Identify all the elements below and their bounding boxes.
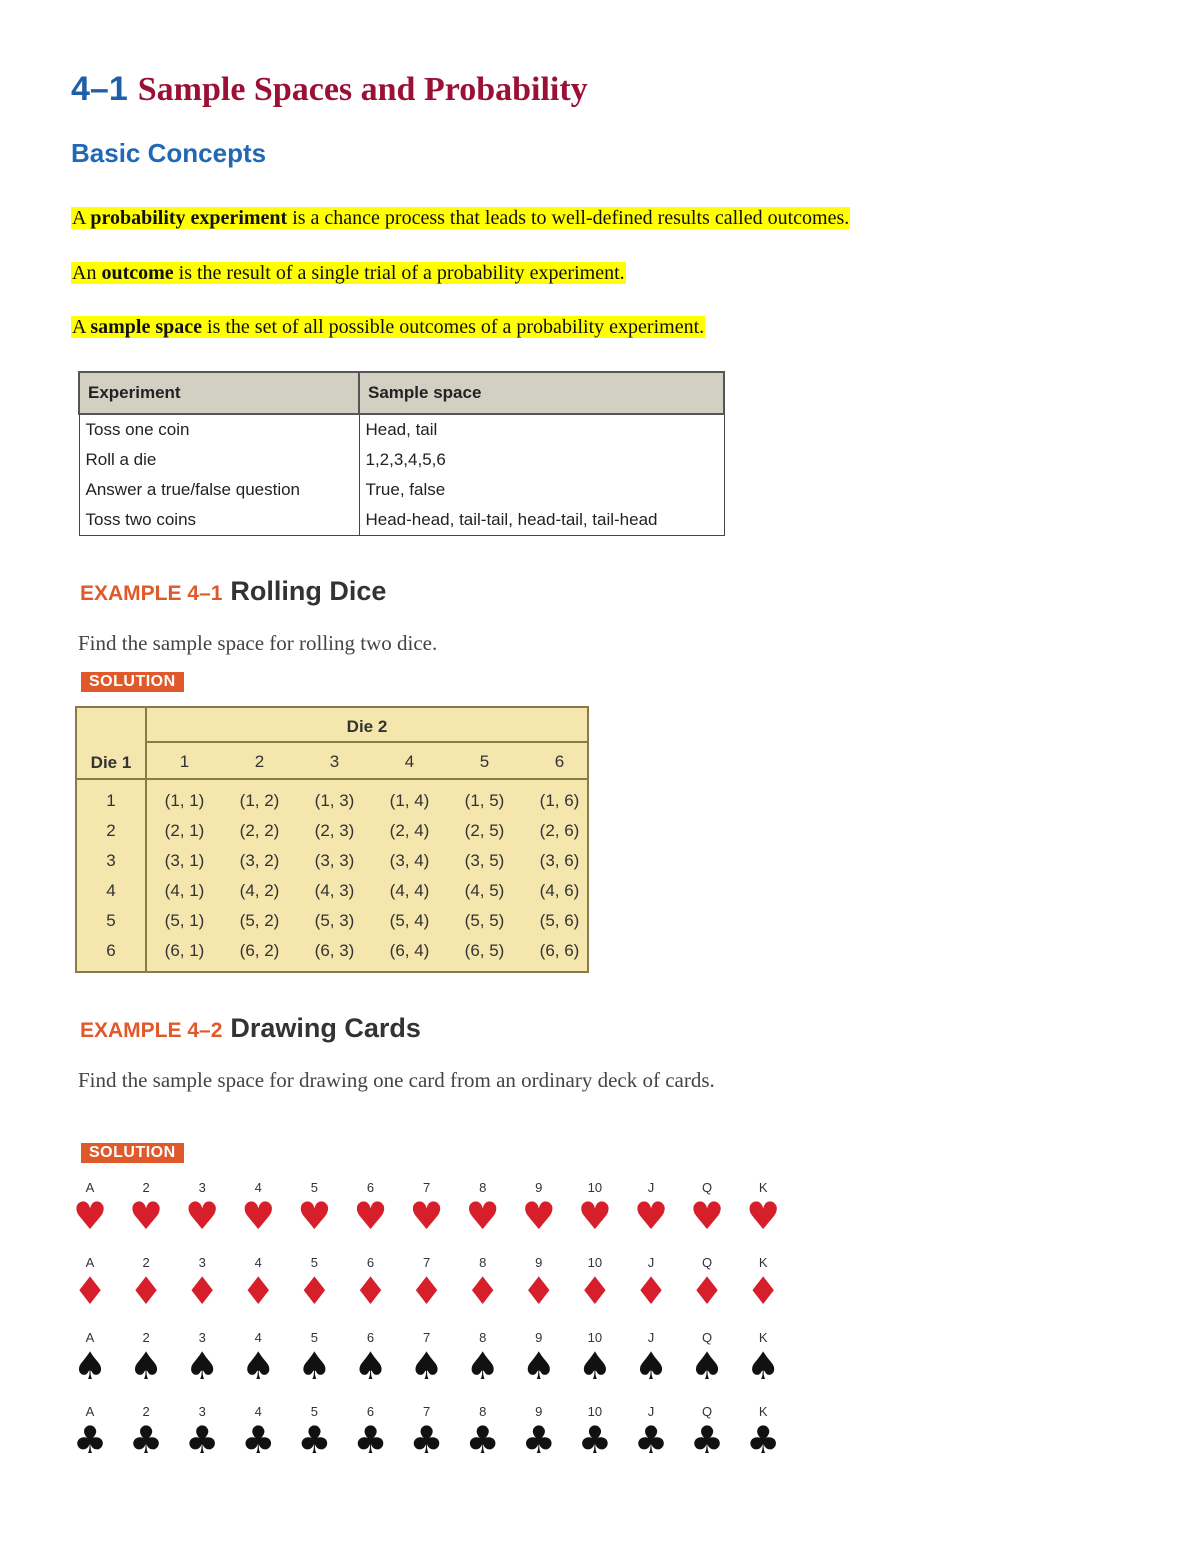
die2-column-label: 4 (404, 752, 415, 771)
card-rank-label: 10 (587, 1180, 603, 1195)
example-label: EXAMPLE 4–2 (80, 1019, 223, 1042)
example-prompt: Find the sample space for drawing one card from an ordinary deck of cards. (78, 1068, 715, 1092)
card-rank-label: Q (702, 1255, 713, 1270)
table-row (79, 475, 724, 505)
hearts-icon: ♥ (129, 1194, 164, 1238)
dice-sample-space-table (75, 706, 589, 973)
hearts-icon: ♥ (577, 1194, 612, 1238)
card-rank-label: 9 (535, 1404, 543, 1419)
solution-badge: SOLUTION (81, 1143, 184, 1163)
card-rank-label: 5 (310, 1330, 318, 1345)
definition-term: outcome (101, 262, 174, 284)
outcome-cell: (5, 2) (239, 911, 280, 930)
card-rank-label: 5 (310, 1255, 318, 1270)
die1-header: Die 1 (90, 753, 132, 772)
outcome-cell: (4, 5) (464, 881, 505, 900)
definition-probability-experiment: A probability experiment is a chance process that leads to well-defined results called outcomes. (72, 207, 850, 229)
hearts-icon: ♥ (465, 1194, 500, 1238)
outcome-cell: (5, 4) (389, 911, 430, 930)
outcome-cell: (5, 6) (539, 911, 580, 930)
card-rank-label: 6 (366, 1180, 375, 1195)
card-rank-label: 7 (422, 1255, 431, 1270)
spades-icon: ♠ (746, 1344, 781, 1388)
table-row (79, 505, 724, 536)
card-rank-label: 8 (479, 1255, 487, 1270)
table-row (79, 414, 724, 445)
spades-icon: ♠ (409, 1344, 444, 1388)
diamonds-icon: ♦ (409, 1269, 444, 1313)
outcome-cell: (6, 6) (539, 941, 580, 960)
card-rank-label: K (758, 1404, 768, 1419)
outcome-cell: (1, 4) (389, 791, 430, 810)
spades-icon: ♠ (297, 1344, 332, 1388)
outcome-cell: (2, 3) (314, 821, 355, 840)
column-header-sample-space: Sample space (359, 372, 724, 414)
table-row (79, 445, 724, 475)
card-rank-label: 9 (535, 1330, 543, 1345)
outcome-cell: (3, 4) (389, 851, 430, 870)
outcome-cell: (3, 5) (464, 851, 505, 870)
hearts-icon: ♥ (185, 1194, 220, 1238)
outcome-cell: (1, 5) (464, 791, 505, 810)
diamonds-icon: ♦ (633, 1269, 669, 1313)
outcome-cell: (2, 2) (239, 821, 280, 840)
card-rank-label: A (85, 1180, 95, 1195)
experiment-cell: Toss two coins (79, 505, 359, 536)
outcome-cell: (4, 2) (239, 881, 280, 900)
card-rank-label: 4 (254, 1180, 262, 1195)
card-rank-label: Q (702, 1180, 713, 1195)
clubs-icon: ♣ (409, 1418, 444, 1462)
experiment-cell: Toss one coin (79, 414, 359, 445)
outcome-cell: (5, 3) (314, 911, 355, 930)
diamonds-icon: ♦ (577, 1269, 612, 1313)
clubs-icon: ♣ (185, 1418, 220, 1462)
hearts-icon: ♥ (241, 1194, 276, 1238)
outcome-cell: (6, 5) (464, 941, 505, 960)
card-rank-label: A (85, 1330, 95, 1345)
card-rank-label: 3 (198, 1255, 206, 1270)
spades-icon: ♠ (521, 1344, 556, 1388)
sample-space-cell: Head-head, tail-tail, head-tail, tail-head (359, 505, 724, 536)
card-rank-label: 9 (535, 1180, 543, 1195)
card-rank-label: 4 (254, 1330, 262, 1345)
die2-column-label: 3 (329, 752, 340, 771)
spades-icon: ♠ (72, 1344, 108, 1388)
card-rank-label: 4 (254, 1255, 262, 1270)
spades-icon: ♠ (185, 1344, 220, 1388)
outcome-cell: (3, 2) (239, 851, 280, 870)
die1-row-label: 4 (106, 881, 116, 900)
card-rank-label: 7 (422, 1180, 431, 1195)
clubs-icon: ♣ (129, 1418, 164, 1462)
card-rank-label: 8 (479, 1330, 487, 1345)
outcome-cell: (3, 1) (164, 851, 205, 870)
die2-header: Die 2 (346, 717, 388, 736)
clubs-icon: ♣ (577, 1418, 612, 1462)
outcome-cell: (1, 6) (539, 791, 580, 810)
diamonds-icon: ♦ (72, 1269, 108, 1313)
spades-icon: ♠ (353, 1344, 388, 1388)
card-rank-label: A (85, 1255, 95, 1270)
die2-column-label: 5 (479, 752, 490, 771)
outcome-cell: (6, 1) (164, 941, 205, 960)
outcome-cell: (4, 3) (314, 881, 355, 900)
spades-icon: ♠ (129, 1344, 164, 1388)
card-rank-label: 3 (198, 1404, 206, 1419)
card-rank-label: 2 (142, 1255, 150, 1270)
sample-space-cell: Head, tail (359, 414, 724, 445)
die1-row-label: 1 (106, 791, 116, 810)
outcome-cell: (6, 3) (314, 941, 355, 960)
clubs-icon: ♣ (353, 1418, 388, 1462)
card-rank-label: 6 (366, 1404, 375, 1419)
divider (145, 741, 587, 743)
definition-term: probability experiment (90, 207, 288, 229)
die1-row-label: 6 (106, 941, 116, 960)
card-rank-label: 9 (535, 1255, 543, 1270)
sample-space-table (78, 371, 725, 536)
outcome-cell: (1, 1) (164, 791, 205, 810)
clubs-icon: ♣ (521, 1418, 556, 1462)
diamonds-icon: ♦ (241, 1269, 276, 1313)
hearts-icon: ♥ (297, 1194, 332, 1238)
example-prompt: Find the sample space for rolling two dice. (78, 631, 438, 655)
card-rank-label: 2 (142, 1180, 150, 1195)
example-name: Drawing Cards (230, 1013, 421, 1043)
section-number: 4–1 (71, 70, 128, 108)
card-rank-label: 8 (479, 1180, 487, 1195)
card-rank-label: 5 (310, 1180, 318, 1195)
example-heading-drawing-cards (80, 1013, 421, 1044)
solution-badge: SOLUTION (81, 672, 184, 692)
card-rank-label: 10 (587, 1404, 603, 1419)
outcome-cell: (4, 4) (389, 881, 430, 900)
sample-space-cell: 1,2,3,4,5,6 (359, 445, 724, 475)
divider (77, 778, 587, 780)
card-rank-label: 7 (422, 1404, 431, 1419)
outcome-cell: (6, 4) (389, 941, 430, 960)
card-rank-label: J (647, 1255, 655, 1270)
card-rank-label: Q (702, 1404, 713, 1419)
outcome-cell: (6, 2) (239, 941, 280, 960)
hearts-icon: ♥ (353, 1194, 388, 1238)
clubs-icon: ♣ (241, 1418, 276, 1462)
outcome-cell: (4, 6) (539, 881, 580, 900)
outcome-cell: (2, 5) (464, 821, 505, 840)
outcome-cell: (3, 6) (539, 851, 580, 870)
card-rank-label: 3 (198, 1180, 206, 1195)
die1-row-label: 2 (106, 821, 116, 840)
example-label: EXAMPLE 4–1 (80, 582, 223, 605)
sample-space-cell: True, false (359, 475, 724, 505)
clubs-icon: ♣ (633, 1418, 669, 1462)
example-heading-rolling-dice (80, 576, 386, 607)
outcome-cell: (1, 3) (314, 791, 355, 810)
spades-icon: ♠ (465, 1344, 500, 1388)
card-rank-label: Q (702, 1330, 713, 1345)
table-header-row (79, 372, 724, 414)
die2-column-label: 2 (254, 752, 265, 771)
definition-sample-space: A sample space is the set of all possible outcomes of a probability experiment. (72, 316, 705, 338)
subheading: Basic Concepts (71, 138, 267, 168)
outcome-cell: (4, 1) (164, 881, 205, 900)
die2-column-label: 1 (179, 752, 190, 771)
outcome-cell: (1, 2) (239, 791, 280, 810)
outcome-cell: (5, 5) (464, 911, 505, 930)
hearts-icon: ♥ (72, 1194, 108, 1238)
definition-outcome: An outcome is the result of a single trial of a probability experiment. (72, 262, 625, 284)
die2-column-label: 6 (554, 752, 565, 771)
diamonds-icon: ♦ (185, 1269, 220, 1313)
example-name: Rolling Dice (230, 576, 387, 606)
spades-icon: ♠ (577, 1344, 612, 1388)
die1-row-label: 3 (106, 851, 116, 870)
card-rank-label: 10 (587, 1255, 603, 1270)
card-rank-label: 10 (587, 1330, 603, 1345)
diamonds-icon: ♦ (353, 1269, 388, 1313)
page-title (71, 70, 588, 109)
card-rank-label: 4 (254, 1404, 262, 1419)
card-rank-label: 7 (422, 1330, 431, 1345)
outcome-cell: (2, 6) (539, 821, 580, 840)
card-rank-label: J (647, 1404, 655, 1419)
column-header-experiment: Experiment (79, 372, 359, 414)
hearts-icon: ♥ (690, 1194, 725, 1238)
outcome-cell: (2, 1) (164, 821, 205, 840)
diamonds-icon: ♦ (746, 1269, 781, 1313)
clubs-icon: ♣ (72, 1418, 108, 1462)
diamonds-icon: ♦ (465, 1269, 500, 1313)
hearts-icon: ♥ (746, 1194, 781, 1238)
card-rank-label: J (647, 1180, 655, 1195)
card-rank-label: 3 (198, 1330, 206, 1345)
clubs-icon: ♣ (297, 1418, 332, 1462)
outcome-cell: (5, 1) (164, 911, 205, 930)
hearts-icon: ♥ (633, 1194, 669, 1238)
section-title: Sample Spaces and Probability (137, 71, 588, 108)
card-rank-label: 8 (479, 1404, 487, 1419)
diamonds-icon: ♦ (521, 1269, 556, 1313)
experiment-cell: Roll a die (79, 445, 359, 475)
card-rank-label: K (758, 1180, 768, 1195)
hearts-icon: ♥ (409, 1194, 444, 1238)
clubs-icon: ♣ (746, 1418, 781, 1462)
outcome-cell: (2, 4) (389, 821, 430, 840)
experiment-cell: Answer a true/false question (79, 475, 359, 505)
card-rank-label: A (85, 1404, 95, 1419)
hearts-icon: ♥ (521, 1194, 556, 1238)
clubs-icon: ♣ (690, 1418, 725, 1462)
card-rank-label: 5 (310, 1404, 318, 1419)
card-rank-label: J (647, 1330, 655, 1345)
outcome-cell: (3, 3) (314, 851, 355, 870)
diamonds-icon: ♦ (690, 1269, 725, 1313)
spades-icon: ♠ (690, 1344, 725, 1388)
clubs-icon: ♣ (465, 1418, 500, 1462)
card-rank-label: K (758, 1255, 768, 1270)
card-rank-label: K (758, 1330, 768, 1345)
die1-row-label: 5 (106, 911, 116, 930)
definition-term: sample space (90, 316, 203, 338)
spades-icon: ♠ (633, 1344, 669, 1388)
card-rank-label: 6 (366, 1330, 375, 1345)
diamonds-icon: ♦ (297, 1269, 332, 1313)
spades-icon: ♠ (241, 1344, 276, 1388)
card-rank-label: 2 (142, 1404, 150, 1419)
card-rank-label: 6 (366, 1255, 375, 1270)
diamonds-icon: ♦ (129, 1269, 164, 1313)
card-rank-label: 2 (142, 1330, 150, 1345)
